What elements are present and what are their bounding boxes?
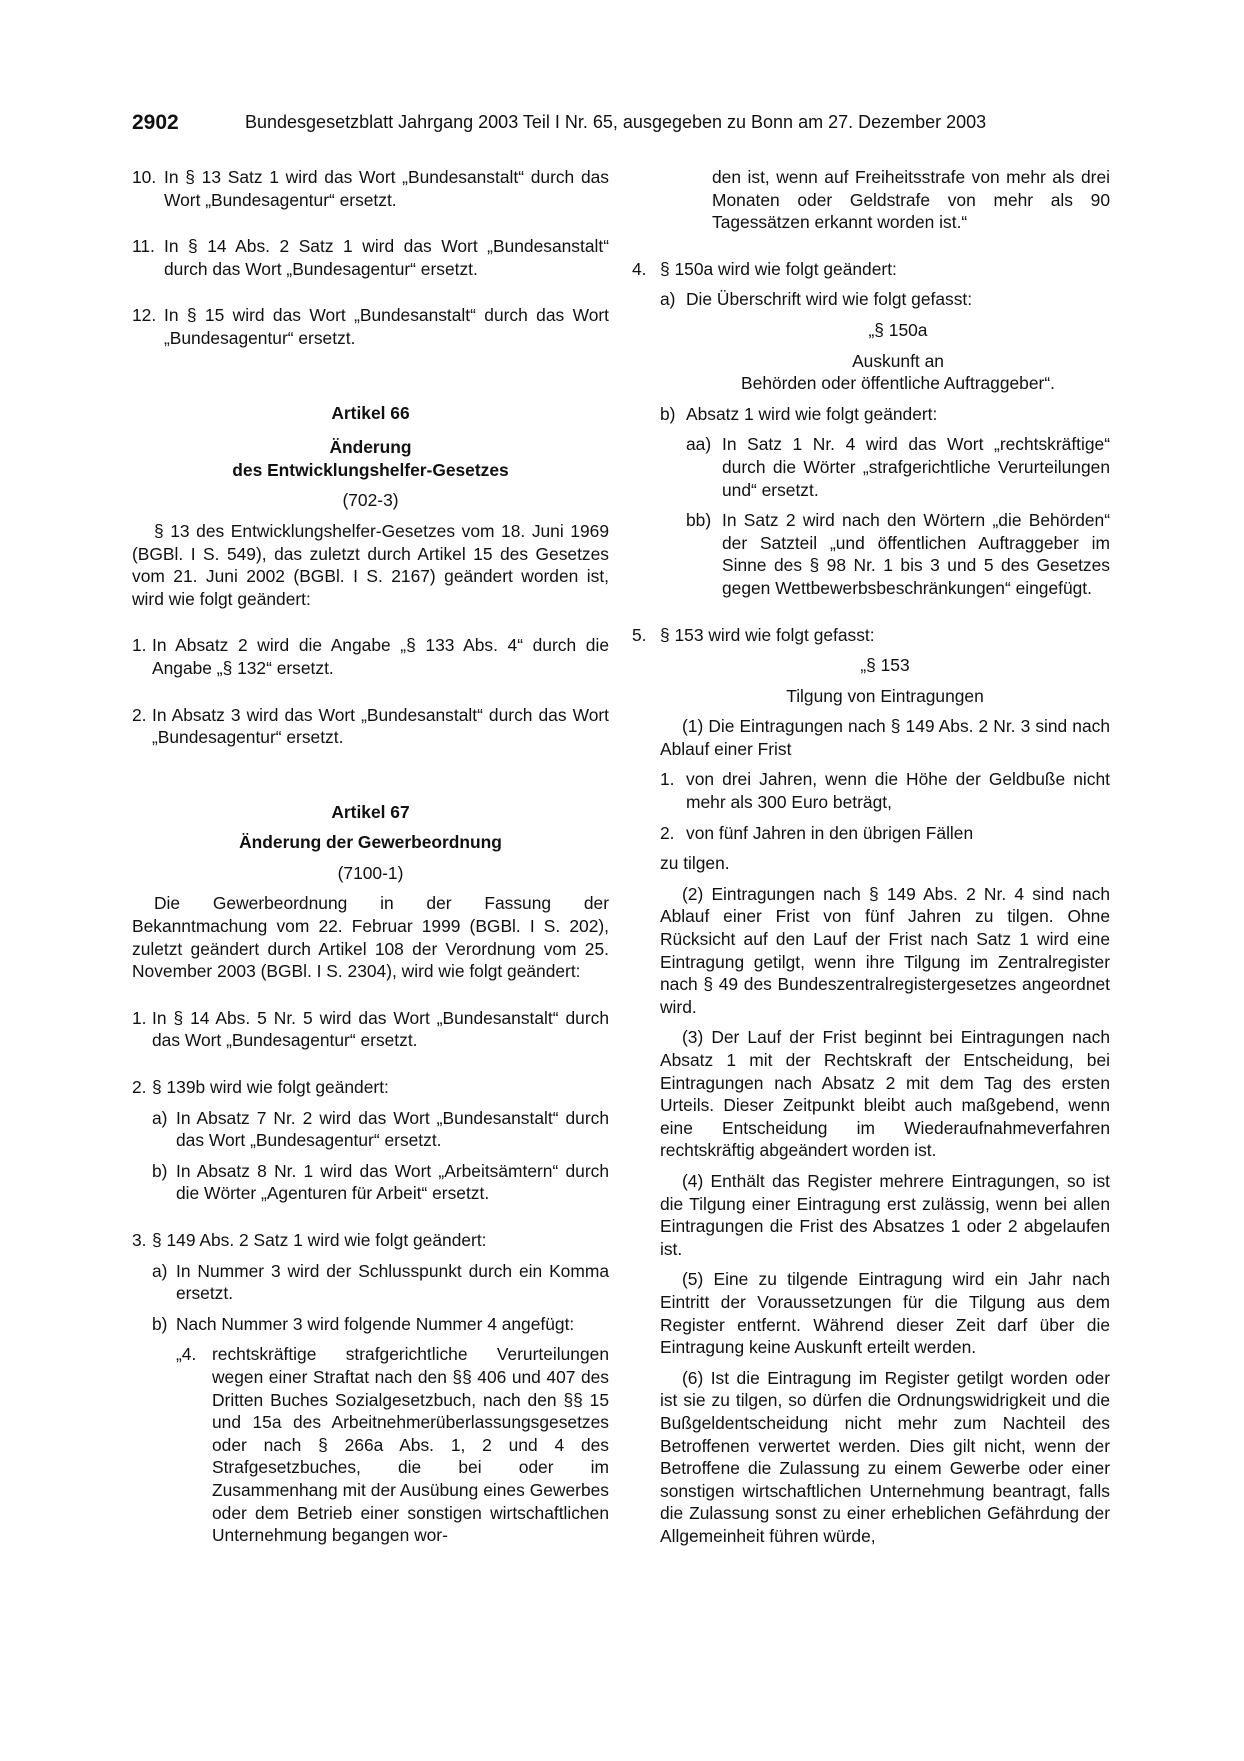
item-text: In Satz 1 Nr. 4 wird das Wort „rechtskräftige“ durch die Wörter „strafgerichtliche Verurteilungen und“ ersetzt. — [722, 434, 1110, 500]
sub-sub-item — [632, 509, 1110, 599]
sub-item — [132, 1160, 609, 1205]
section-153-title: Tilgung von Eintragungen — [786, 685, 984, 706]
list-item — [132, 1229, 609, 1252]
sub-item — [632, 288, 1110, 311]
item-text: § 149 Abs. 2 Satz 1 wird wie folgt geändert: — [152, 1230, 487, 1250]
article-67-title: Artikel 67 — [331, 801, 410, 822]
article-66-heading-line1: Änderung — [329, 437, 412, 458]
sub-item — [132, 1260, 609, 1305]
section-153-heading: „§ 153 — [860, 655, 910, 676]
item-text: In § 14 Abs. 2 Satz 1 wird das Wort „Bundesanstalt“ durch das Wort „Bundesagentur“ ersetzt. — [164, 236, 609, 279]
article-66-intro: § 13 des Entwicklungshelfer-Gesetzes vom 18. Juni 1969 (BGBl. I S. 549), das zuletzt durch Artikel 15 des Gesetzes vom 21. Juni 2002 (BGBl. I S. 2167) geändert worden ist, wird wie folgt geändert: — [132, 520, 609, 609]
item-number: 2. — [132, 704, 147, 725]
paragraph-3: (3) Der Lauf der Frist beginnt bei Eintragungen nach Absatz 1 mit der Rechtskraft der Entscheidung, bei Eintragungen nach Absatz 2 mit dem Tag des ersten Urteils. Dieser Zeitpunkt bleibt auch maßgebend, wenn eine Entscheidung im Wiederaufnahmeverfahren rechtskräftig abgeändert worden ist. — [660, 1027, 1110, 1161]
list-item — [132, 235, 609, 280]
item-letter: aa) — [686, 434, 712, 455]
list-item — [132, 304, 609, 349]
section-150a-title-line1: Auskunft an — [852, 350, 944, 371]
running-title: Bundesgesetzblatt Jahrgang 2003 Teil I Nr. 65, ausgegeben zu Bonn am 27. Dezember 2003 — [245, 112, 987, 132]
sub-sub-item — [632, 433, 1110, 501]
article-66-heading-line2: des Entwicklungshelfer-Gesetzes — [232, 459, 509, 480]
article-66-code: (702-3) — [342, 490, 399, 511]
sub-item — [132, 1107, 609, 1152]
item-letter: b) — [152, 1313, 168, 1334]
article-67-intro: Die Gewerbeordnung in der Fassung der Bekanntmachung vom 22. Februar 1999 (BGBl. I S. 202), zuletzt geändert durch Artikel 108 der Verordnung vom 25. November 2003 (BGBl. I S. 2304), wird wie folgt geändert: — [132, 893, 609, 982]
paragraph-2: (2) Eintragungen nach § 149 Abs. 2 Nr. 4 sind nach Ablauf einer Frist von fünf Jahren zu tilgen. Ohne Rücksicht auf den Lauf der Frist nach Satz 1 wird eine Eintragung getilgt, wenn ihre Tilgung im Zentralregister nach § 49 des Bundeszentralregistergesetzes angeordnet wird. — [660, 883, 1110, 1017]
item-text: § 153 wird wie folgt gefasst: — [660, 624, 875, 645]
sub-item — [632, 403, 1110, 426]
item-letter: a) — [152, 1107, 168, 1128]
item-text: In Absatz 3 wird das Wort „Bundesanstalt“ durch das Wort „Bundesagentur“ ersetzt. — [152, 704, 609, 748]
list-item — [632, 624, 1110, 647]
item-text: In Satz 2 wird nach den Wörtern „die Behörden“ der Satzteil „und öffentlichen Auftraggeber im Sinne des § 98 Nr. 1 bis 3 und 5 des Gesetzes gegen Wettbewerbsbeschränkungen“ eingefügt. — [722, 510, 1110, 598]
item-text: In Absatz 2 wird die Angabe „§ 133 Abs. 4“ durch die Angabe „§ 132“ ersetzt. — [152, 635, 609, 678]
paragraph-4: (4) Enthält das Register mehrere Eintragungen, so ist die Tilgung einer Eintragung erst zulässig, wenn bei allen Eintragungen die Frist des Absatzes 1 oder 2 abgelaufen ist. — [660, 1170, 1110, 1259]
sub-item — [132, 1313, 609, 1336]
item-number: „4. — [176, 1344, 197, 1365]
paragraph-6: (6) Ist die Eintragung im Register getilgt worden oder ist sie zu tilgen, so dürfen die Ordnungswidrigkeit und die Bußgeldentscheidung nicht mehr zum Nachteil des Betroffenen verwertet werden. Dies gilt nicht, wenn der Betroffene die Zulassung zu einem Gewerbe oder einer sonstigen wirtschaftlichen Unternehmung beantragt, falls die Zulassung sonst zu einer erheblichen Gefährdung der Allgemeinheit führen würde, — [660, 1367, 1110, 1546]
item-letter: a) — [660, 289, 676, 310]
item-text: In § 14 Abs. 5 Nr. 5 wird das Wort „Bundesanstalt“ durch das Wort „Bundesagentur“ ersetzt. — [152, 1007, 609, 1051]
item-number: 2. — [660, 822, 675, 843]
item-text: von fünf Jahren in den übrigen Fällen — [686, 822, 974, 843]
list-item — [132, 166, 609, 211]
item-number: 1. — [132, 635, 147, 656]
list-item — [632, 768, 1110, 813]
right-column — [632, 166, 1110, 1547]
section-150a-title-line2: Behörden oder öffentliche Auftraggeber“. — [741, 373, 1055, 394]
article-67-code: (7100-1) — [337, 862, 404, 883]
page-header — [132, 111, 1112, 141]
item-letter: a) — [152, 1260, 168, 1281]
item-number: 3. — [132, 1230, 147, 1250]
item-text: In § 15 wird das Wort „Bundesanstalt“ durch das Wort „Bundesagentur“ ersetzt. — [164, 305, 609, 348]
item-text: Absatz 1 wird wie folgt geändert: — [686, 403, 938, 424]
left-column — [132, 166, 609, 1547]
item-number: 5. — [632, 624, 647, 645]
item-number: 1. — [660, 769, 675, 790]
item-text: In Nummer 3 wird der Schlusspunkt durch ein Komma ersetzt. — [176, 1260, 609, 1304]
quoted-number-4-continued: den ist, wenn auf Freiheitsstrafe von mehr als drei Monaten oder Geldstrafe von mehr als 90 Tagessätzen erkannt worden ist.“ — [712, 167, 1110, 233]
list-item — [132, 634, 609, 679]
item-text: Die Überschrift wird wie folgt gefasst: — [686, 289, 973, 310]
item-letter: b) — [660, 403, 676, 424]
item-text: In Absatz 7 Nr. 2 wird das Wort „Bundesanstalt“ durch das Wort „Bundesagentur“ ersetzt. — [176, 1107, 609, 1151]
article-66-title: Artikel 66 — [331, 402, 410, 423]
item-number: 10. — [132, 167, 157, 187]
list-item — [132, 704, 609, 749]
quoted-number-4 — [132, 1343, 609, 1546]
item-text: In § 13 Satz 1 wird das Wort „Bundesanstalt“ durch das Wort „Bundesagentur“ ersetzt. — [164, 167, 609, 210]
item-letter: bb) — [686, 510, 712, 531]
item-number: 2. — [132, 1077, 147, 1098]
item-text: § 150a wird wie folgt geändert: — [660, 258, 897, 279]
page-number: 2902 — [132, 111, 179, 134]
list-item — [632, 822, 1110, 845]
paragraph-5: (5) Eine zu tilgende Eintragung wird ein Jahr nach Eintritt der Voraussetzungen für die Tilgung aus dem Register entfernt. Während dieser Zeit darf über die Eintragung keine Auskunft erteilt werden. — [660, 1269, 1110, 1358]
item-number: 12. — [132, 305, 157, 326]
paragraph-1: (1) Die Eintragungen nach § 149 Abs. 2 Nr. 3 sind nach Ablauf einer Frist — [660, 716, 1110, 759]
paragraph-1-end: zu tilgen. — [660, 853, 730, 874]
section-150a-heading: „§ 150a — [868, 319, 928, 340]
item-number: 4. — [632, 258, 647, 279]
item-number: 1. — [132, 1007, 147, 1028]
list-item — [632, 258, 1110, 281]
item-text: In Absatz 8 Nr. 1 wird das Wort „Arbeitsämtern“ durch die Wörter „Agenturen für Arbeit“ ersetzt. — [176, 1160, 609, 1204]
list-item — [132, 1007, 609, 1052]
item-letter: b) — [152, 1160, 168, 1181]
list-item — [132, 1076, 609, 1099]
item-text: § 139b wird wie folgt geändert: — [152, 1077, 389, 1098]
item-text: Nach Nummer 3 wird folgende Nummer 4 angefügt: — [176, 1313, 575, 1334]
item-text: rechtskräftige strafgerichtliche Verurteilungen wegen einer Straftat nach den §§ 406 und 407 des Dritten Buches Sozialgesetzbuch, nach den §§ 15 und 15a des Arbeitnehmerüberlassungsgesetzes oder nach § 266a Abs. 1, 2 und 4 des Strafgesetzbuches, die bei oder im Zusammenhang mit der Ausübung eines Gewerbes oder dem Betrieb einer sonstigen wirtschaftlichen Unternehmung begangen wor- — [212, 1344, 609, 1546]
item-number: 11. — [132, 236, 155, 257]
article-67-heading: Änderung der Gewerbeordnung — [239, 832, 502, 853]
item-text: von drei Jahren, wenn die Höhe der Geldbuße nicht mehr als 300 Euro beträgt, — [686, 769, 1110, 813]
